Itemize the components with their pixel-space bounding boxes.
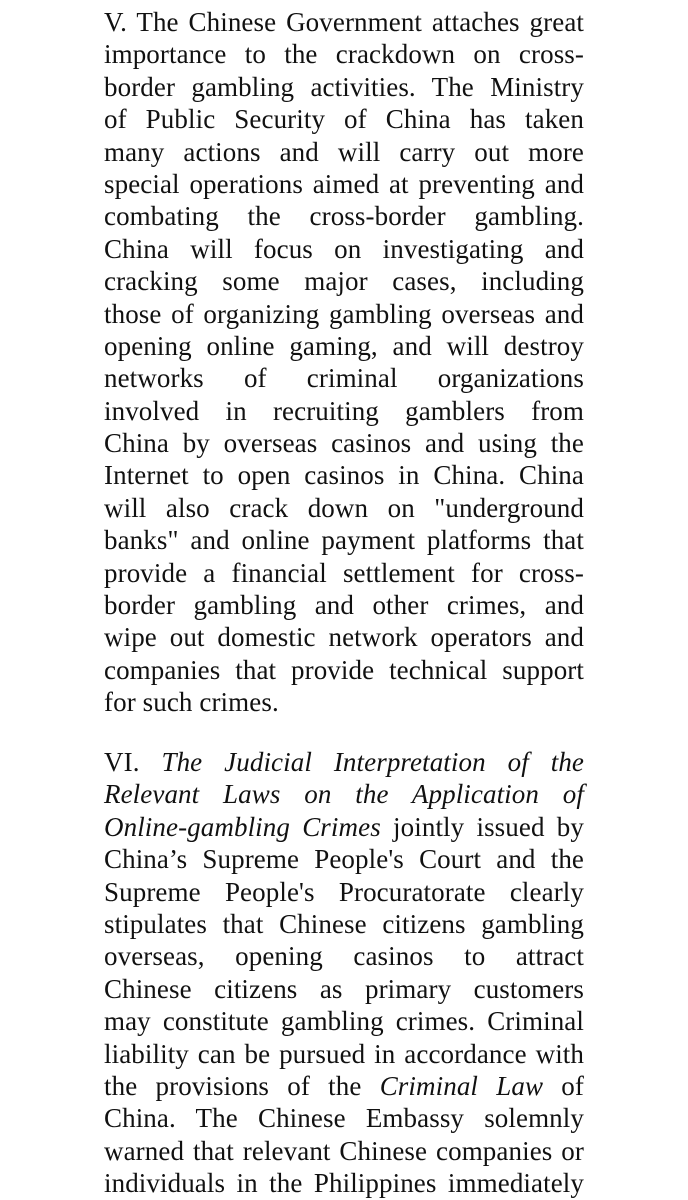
- text-line: involved in recruiting gamblers from: [104, 395, 584, 426]
- law-title-italic: Criminal Law: [379, 1070, 544, 1101]
- text-line: warned that relevant Chinese companies or: [104, 1135, 584, 1166]
- text-line: border gambling activities. The Ministry: [104, 71, 584, 102]
- text-run: of: [543, 1070, 584, 1101]
- text-line: [104, 811, 584, 843]
- section-v-paragraph: [104, 6, 584, 719]
- text-line: border gambling and other crimes, and: [104, 590, 584, 621]
- text-line: importance to the crackdown on cross-: [104, 39, 584, 70]
- text-run: the provisions of the: [104, 1070, 380, 1101]
- text-line: special operations aimed at preventing and: [104, 168, 584, 199]
- text-line: wipe out domestic network operators and: [104, 622, 584, 653]
- text-line: will also crack down on "underground: [104, 492, 584, 523]
- section-number: VI.: [104, 747, 162, 777]
- text-line: networks of criminal organizations: [104, 363, 584, 394]
- text-line: stipulates that Chinese citizens gambling: [104, 908, 584, 939]
- text-line: China by overseas casinos and using the: [104, 428, 584, 459]
- text-line: opening online gaming, and will destroy: [104, 330, 584, 361]
- text-line: individuals in the Philippines immediately: [104, 1168, 584, 1199]
- document-title-italic: Relevant Laws on the Application of: [104, 779, 584, 810]
- text-line: [104, 1070, 584, 1102]
- text-line: [104, 746, 584, 778]
- text-line: [104, 778, 584, 810]
- text-run: jointly issued by: [380, 811, 584, 842]
- text-line: cracking some major cases, including: [104, 266, 584, 297]
- text-line: provide a financial settlement for cross-: [104, 557, 584, 588]
- document-title-italic: Online-gambling Crimes: [104, 811, 381, 842]
- document-title-italic: The Judicial Interpretation of the: [161, 747, 585, 777]
- text-line: companies that provide technical support: [104, 654, 584, 685]
- text-line: China will focus on investigating and: [104, 233, 584, 264]
- section-vi-paragraph: [104, 746, 584, 1199]
- text-line: Internet to open casinos in China. China: [104, 460, 584, 491]
- text-line: Supreme People's Procuratorate clearly: [104, 876, 584, 907]
- text-line: of Public Security of China has taken: [104, 104, 584, 135]
- text-line: China’s Supreme People's Court and the: [104, 844, 584, 875]
- text-line: combating the cross-border gambling.: [104, 201, 584, 232]
- text-line: many actions and will carry out more: [104, 136, 584, 167]
- text-line: for such crimes.: [104, 687, 279, 718]
- text-line: China. The Chinese Embassy solemnly: [104, 1103, 584, 1134]
- text-line: liability can be pursued in accordance with: [104, 1038, 584, 1069]
- text-line: banks" and online payment platforms that: [104, 525, 584, 556]
- text-line: Chinese citizens as primary customers: [104, 973, 584, 1004]
- text-line: those of organizing gambling overseas and: [104, 298, 584, 329]
- text-line: V. The Chinese Government attaches great: [104, 7, 584, 37]
- text-line: overseas, opening casinos to attract: [104, 941, 584, 972]
- text-line: may constitute gambling crimes. Criminal: [104, 1006, 584, 1037]
